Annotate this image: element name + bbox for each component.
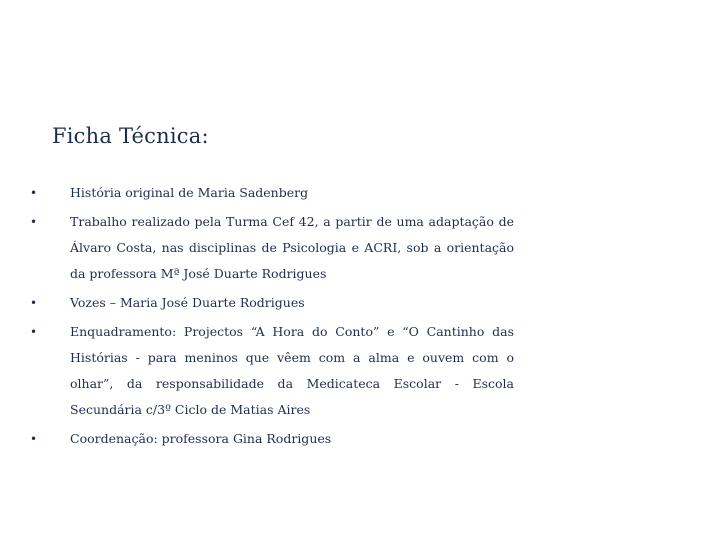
list-item-text: Coordenação: professora Gina Rodrigues bbox=[70, 431, 332, 446]
list-item bbox=[30, 209, 514, 287]
slide-title: Ficha Técnica: bbox=[52, 124, 209, 148]
list-item-text: História original de Maria Sadenberg bbox=[70, 185, 309, 200]
list-item-text: Enquadramento: Projectos “A Hora do Conto” e “O Cantinho das Histórias - para meninos que vêem com a alma e ouvem com o olhar”, da responsabilidade da Medicateca Escolar - Escola Secundária c/3º Ciclo de Matias Aires bbox=[70, 324, 514, 417]
bullet-icon: • bbox=[30, 186, 38, 200]
bullet-icon: • bbox=[30, 215, 38, 229]
list-item bbox=[30, 319, 514, 423]
list-item-text: Vozes – Maria José Duarte Rodrigues bbox=[70, 295, 305, 310]
bullet-icon: • bbox=[30, 432, 38, 446]
list-item bbox=[30, 290, 514, 316]
list-item bbox=[30, 180, 514, 206]
bullet-list bbox=[30, 180, 514, 455]
bullet-icon: • bbox=[30, 296, 38, 310]
list-item bbox=[30, 426, 514, 452]
list-item-text: Trabalho realizado pela Turma Cef 42, a partir de uma adaptação de Álvaro Costa, nas disciplinas de Psicologia e ACRI, sob a orientação da professora Mª José Duarte Rodrigues bbox=[70, 214, 514, 281]
bullet-icon: • bbox=[30, 325, 38, 339]
